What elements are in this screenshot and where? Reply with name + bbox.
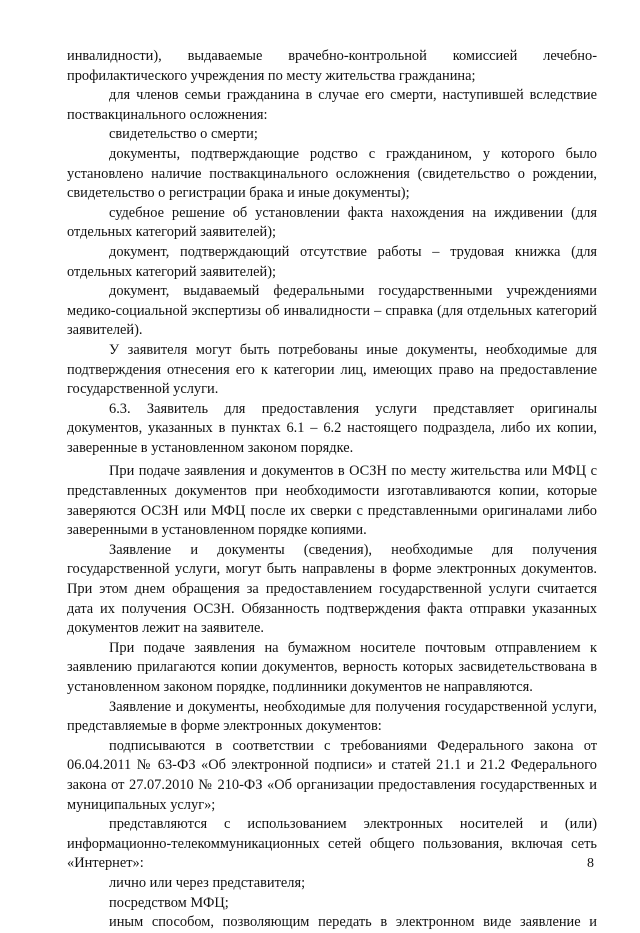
paragraph: документ, подтверждающий отсутствие работы – трудовая книжка (для отдельных категорий заявителей);: [67, 243, 597, 280]
paragraph: свидетельство о смерти;: [109, 126, 258, 143]
paragraph: судебное решение об установлении факта нахождения на иждивении (для отдельных категорий заявителей);: [67, 204, 597, 241]
paragraph: документ, выдаваемый федеральными государственными учреждениями медико-социальной экспертизы об инвалидности – справка (для отдельных категорий заявителей).: [67, 283, 597, 339]
paragraph: 6.3. Заявитель для предоставления услуги представляет оригиналы документов, указанных в пунктах 6.1 – 6.2 настоящего подраздела, либо их копии, заверенные в установленном законом порядке.: [67, 400, 597, 456]
paragraph: Заявление и документы, необходимые для получения государственной услуги, представляемые в форме электронных документов:: [67, 698, 597, 735]
paragraph: для членов семьи гражданина в случае его смерти, наступившей вследствие поствакцинального осложнения:: [67, 87, 597, 123]
paragraph: документы, подтверждающие родство с гражданином, у которого было установлено наличие поствакцинального осложнения (свидетельство о рождении, свидетельство о регистрации брака и иные документы);: [67, 145, 597, 202]
document-page: [67, 47, 597, 933]
paragraph: иным способом, позволяющим передать в электронном виде заявление и: [109, 914, 597, 931]
paragraph: При подаче заявления и документов в ОСЗН по месту жительства или МФЦ с представленных документов при необходимости изготавливаются копии, которые заверяются ОСЗН или МФЦ после их сверки с представленными оригиналами либо заверенными в установленном порядке копиями.: [67, 463, 597, 539]
paragraph: лично или через представителя;: [109, 874, 306, 891]
paragraph: Заявление и документы (сведения), необходимые для получения государственной услуги, могут быть направлены в форме электронных документов. При этом днем обращения за предоставлением государственной услуги считается дата их получения ОСЗН. Обязанность подтверждения факта отправки указанных документов лежит на заявителе.: [67, 541, 597, 637]
paragraph: инвалидности), выдаваемые врачебно-контрольной комиссией лечебно-профилактического учреждения по месту жительства гражданина;: [67, 48, 597, 84]
paragraph: У заявителя могут быть потребованы иные документы, необходимые для подтверждения отнесения его к категории лиц, имеющих право на предоставление государственной услуги.: [67, 341, 597, 398]
paragraph: посредством МФЦ;: [109, 894, 229, 911]
paragraph: представляются с использованием электронных носителей и (или) информационно-телекоммуникационных сетей общего пользования, включая сеть «Интернет»:: [67, 816, 597, 872]
paragraph: При подаче заявления на бумажном носителе почтовым отправлением к заявлению прилагаются копии документов, верность которых засвидетельствована в установленном законом порядке, подлинники документов не направляются.: [67, 639, 597, 695]
page-number: 8: [587, 856, 594, 871]
paragraph: подписываются в соответствии с требованиями Федерального закона от 06.04.2011 № 63-ФЗ «Об электронной подписи» и статей 21.1 и 21.2 Федерального закона от 27.07.2010 № 210-ФЗ «Об организации предоставления государственных и муниципальных услуг»;: [67, 737, 597, 813]
